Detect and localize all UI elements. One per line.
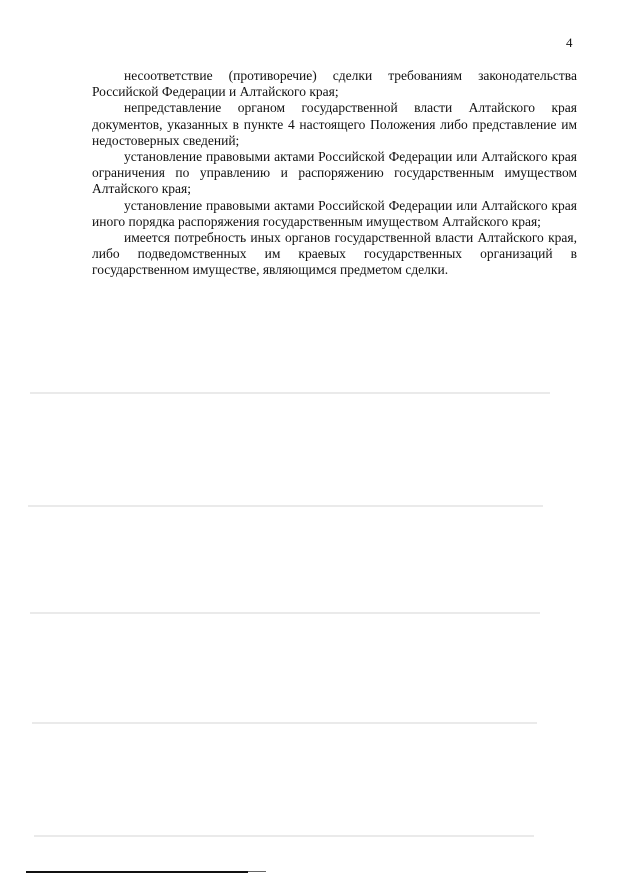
- paragraph-contradiction: несоответствие (противоречие) сделки требованиям законодательства Российской Федерации и Алтайского края;: [92, 68, 577, 100]
- document-body: [92, 68, 577, 279]
- paragraph-restriction: установление правовыми актами Российской Федерации или Алтайского края ограничения по управлению и распоряжению государственным имуществом Алтайского края;: [92, 149, 577, 197]
- paragraph-non-submission: непредставление органом государственной власти Алтайского края документов, указанных в пункте 4 настоящего Положения либо представление им недостоверных сведений;: [92, 100, 577, 148]
- show-through-mark: [34, 835, 534, 837]
- paragraph-disposal-order: установление правовыми актами Российской Федерации или Алтайского края иного порядка распоряжения государственным имуществом Алтайского края;: [92, 197, 577, 229]
- show-through-mark: [32, 722, 537, 724]
- show-through-mark: [30, 612, 540, 614]
- bottom-rule: [248, 871, 266, 872]
- paragraph-other-bodies-need: имеется потребность иных органов государственной власти Алтайского края, либо подведомственных им краевых государственных организаций в государственном имуществе, являющимся предметом сделки.: [92, 230, 577, 278]
- bottom-rule: [26, 871, 248, 873]
- show-through-mark: [28, 505, 543, 507]
- page-number: 4: [566, 35, 573, 50]
- show-through-mark: [30, 392, 550, 394]
